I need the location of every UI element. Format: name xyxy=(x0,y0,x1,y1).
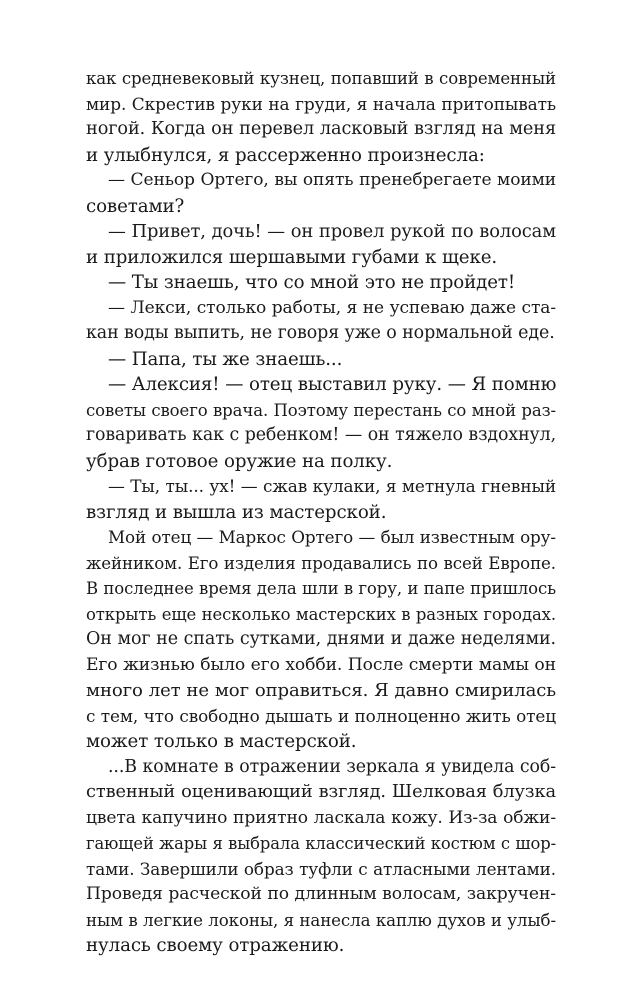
text-line: нулась своему отражению. xyxy=(86,935,345,956)
text-line: гающей жары я выбрала классический костюм с шор- xyxy=(86,834,556,853)
text-line: ственный оценивающий взгляд. Шелковая блузка xyxy=(86,782,556,802)
text-line: мир. Скрестив руки на груди, я начала притопывать xyxy=(86,93,556,114)
text-line: как средневековый кузнец, попавший в современный xyxy=(86,69,556,88)
text-line: и улыбнулся, я рассерженно произнесла: xyxy=(86,144,485,166)
text-line: — Лекси, столько работы, я не успеваю даже ста- xyxy=(108,297,556,318)
text-line: говаривать как с ребенком! — он тяжело вздохнул, xyxy=(86,425,556,445)
text-line: жейником. Его изделия продавались по всей Европе. xyxy=(86,553,556,573)
text-line: цвета капучино приятно ласкала кожу. Из-за обжи- xyxy=(86,807,556,828)
text-line: — Ты, ты... ух! — сжав кулаки, я метнула гневный xyxy=(108,476,556,496)
text-line: — Привет, дочь! — он провел рукой по волосам xyxy=(108,221,556,242)
text-line: В последнее время дела шли в гору, и папе пришлось xyxy=(86,579,556,598)
text-line: Проведя расческой по длинным волосам, закручен- xyxy=(86,884,556,904)
text-line: взгляд и вышла из мастерской. xyxy=(86,501,387,523)
text-line: может только в мастерской. xyxy=(86,731,357,752)
text-line: и приложился шершавыми губами к щеке. xyxy=(86,246,498,268)
text-line: — Сеньор Ортего, вы опять пренебрегаете моими xyxy=(108,170,556,190)
text-line: — Алексия! — отец выставил руку. — Я помню xyxy=(108,374,557,395)
text-line: Он мог не спать сутками, днями и даже неделями. xyxy=(86,629,556,649)
text-line: советы своего врача. Поэтому перестань со мной раз- xyxy=(86,400,556,420)
text-line: Его жизнью было его хобби. После смерти мамы он xyxy=(86,654,556,675)
book-page-text xyxy=(86,66,556,959)
text-line: — Ты знаешь, что со мной это не пройдет! xyxy=(108,272,516,293)
text-line: тами. Завершили образ туфли с атласными лентами. xyxy=(86,858,556,879)
text-line: ным в легкие локоны, я нанесла каплю духов и улыб- xyxy=(86,910,556,930)
text-line: с тем, что свободно дышать и полноценно жить отец xyxy=(86,705,556,726)
text-line: советами? xyxy=(86,195,185,217)
text-line: убрав готовое оружие на полку. xyxy=(86,450,393,472)
text-line: ногой. Когда он перевел ласковый взгляд на меня xyxy=(86,119,556,139)
text-line: открыть еще несколько мастерских в разных городах. xyxy=(86,604,556,624)
text-line: ...В комнате в отражении зеркала я увидела соб- xyxy=(108,756,556,777)
text-line: — Папа, ты же знаешь... xyxy=(108,348,343,370)
text-line: много лет не мог оправиться. Я давно смирилась xyxy=(86,680,556,701)
text-line: кан воды выпить, не говоря уже о нормальной еде. xyxy=(86,323,555,343)
text-line: Мой отец — Маркос Ортего — был известным ору- xyxy=(108,527,556,547)
